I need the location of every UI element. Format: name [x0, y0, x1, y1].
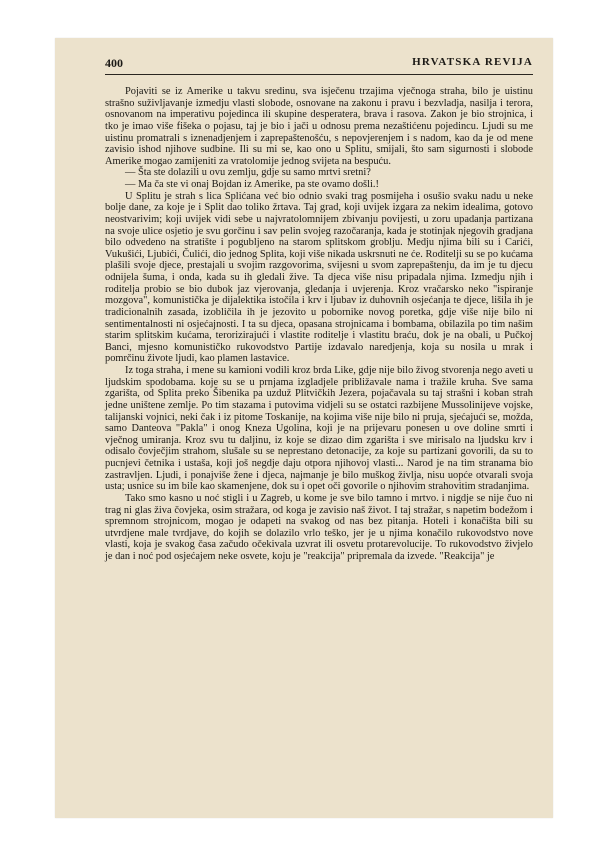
paragraph: U Splitu je strah s lica Splićana već bio odnio svaki trag posmijeha i osušio svaku nadu u neke bolje dane, za koje je i Split dao toliko žrtava. Taj grad, koji uvijek izgara za nekim idealima, gotovo neostvarivim; koji uvijek vidi sebe u najvratolomnijem zbivanju povijesti, u zoru upadanja partizana na svoje ulice osjetio je svu gorčinu i sav pelin svojeg razočaranja, kada je stotinjak njegovih gradjana bilo odvedeno na stratište i pogubljeno na starom splitskom groblju. Medju njima bili su i Carići, Vukušići, Ljubići, Čulići, dio jednog Splita, koji više nikada uskrsnuti ne će. Roditelji su se po kućama plašili svoje djece, prestajali u svojim razgovorima, svijesni u svom zaprepaštenju, da im je tu djecu odnijela šuma, i onda, kada su ih gledali žive. Ta djeca više nisu pripadala njima. Izmedju njih i roditelja probio se bio dubok jaz vjerovanja, gledanja i uvjerenja. Kroz vračarsko neko "ispiranje mozgova", komunistička je dijalektika istočila i krv i ljubav iz duhovnih osjećanja te djece, lišila ih je tradicionalnih zasada, izobličila ih je jezovito u pobornike novog poretka, gdje više nije bilo ni sentimentalnosti ni osjećajnosti. I ta su djeca, opasana strojnicama i bombama, obilazila po tim našim starim splitskim kućama, terorizirajući i vlastite roditelje i vlastitu braću, dok je na obali, u Pučkoj Banci, mjesno komunističko rukovodstvo Partije izdavalo naredjenja, koja su nosila u mrak i pomrčinu živote ljudi, kao plamen lastavice. [105, 190, 533, 365]
dialogue-line: — Ma ča ste vi onaj Bojdan iz Amerike, pa ste ovamo došli.! [125, 179, 379, 190]
paragraph: Pojaviti se iz Amerike u takvu sredinu, sva isječenu trzajima vječnoga straha, bilo je uistinu strašno suživljavanje izmedju vlasti slobode, osnovane na zakonu i pravu i bezvladja, nasilja i terora, osnovanom na imperativu pojedinca ili skupine desperatera, brava i rasova. Zakon je bio strojnica, i tko je imao više fišeka o pojasu, taj je bio i jači u odnosu prema nezaštićenu pojedincu. Ljudi su me uistinu promatrali s iznenadjenjem i zaprepaštenošću, s nepovjerenjem i s nadom, kao da je od mene zavisio ishod njihove sudbine. Ili su mi se, kao ono u Splitu, smijali, što sam sigurnosti i slobode Amerike mogao zamijeniti za vratolomije jednog svijeta na bespuću. [105, 86, 533, 167]
paragraph: Tako smo kasno u noć stigli i u Zagreb, u kome je sve bilo tamno i mrtvo. i nigdje se nije čuo ni trag ni glas živa čovjeka, osim stražara, od koga je zavisio naš život. I taj stražar, s napetim bodežom i spremnom strojnicom, mogao je odapeti na svakog od nas bez pitanja. Hoteli i konačišta bili su utvrdjene male tvrdjave, do kojih se dolazilo vrlo teško, jer je u njima konačilo rukovodstvo nove vlasti, koja je svakog časa začudo očekivala uzvrat ili osvetu protarevolucije. To rukovodstvo živjelo je dan i noć pod osjećajem neke osvete, koju je "reakcija" pripremala da izvede. "Reakcija" je [105, 492, 533, 562]
paragraph: Iz toga straha, i mene su kamioni vodili kroz brda Like, gdje nije bilo živog stvorenja nego aveti u ljudskim spodobama. koje su se u prnjama izgladjele približavale nama i tražile kruha. Sve sama zgarišta, od Splita preko Šibenika pa uzduž Plitvičkih Jezera, pojačavala su taj strašni i koban strah jedne uništene zemlje. Po tim stazama i putovima vidjeli su se ostatci razbijene Mussolinijeve vojske, talijanski vojnici, neki čak i iz pitome Toskanije, na kojima više nije bilo ni pruja, sjećajući se, možda, samo Danteova "Pakla" i onog Kneza Ugolina, koji je na prijevaru ponesen u ove doline smrti i vječnog umiranja. Kroz svu tu daljinu, iz koje se dizao dim zgarišta i sve mirisalo na ljudsku krv i odisalo čovječjim strahom, slušale su se neprestano detonacije, za koje su partizani govorili, da su to pucnjevi četnika i ustaša, koji još negdje daju otpora njihovoj vlasti... Narod je na tim stranama bio zastravljen. Ljudi, i ponajviše žene i djeca, najmanje je bilo muškog življa, nisu uopće otvarali svoja usta; usnice su im bile kao skamenjene, dok su i opet oči govorile o njihovim strahovitim stradanjima. [105, 365, 534, 493]
dialogue-line: — Šta ste dolazili u ovu zemlju, gdje su samo mrtvi sretni? [125, 167, 371, 179]
page-number: 400 [105, 56, 123, 70]
body-text [105, 86, 533, 563]
running-header [105, 56, 533, 75]
journal-title: HRVATSKA REVIJA [412, 56, 533, 68]
book-page [55, 38, 553, 818]
